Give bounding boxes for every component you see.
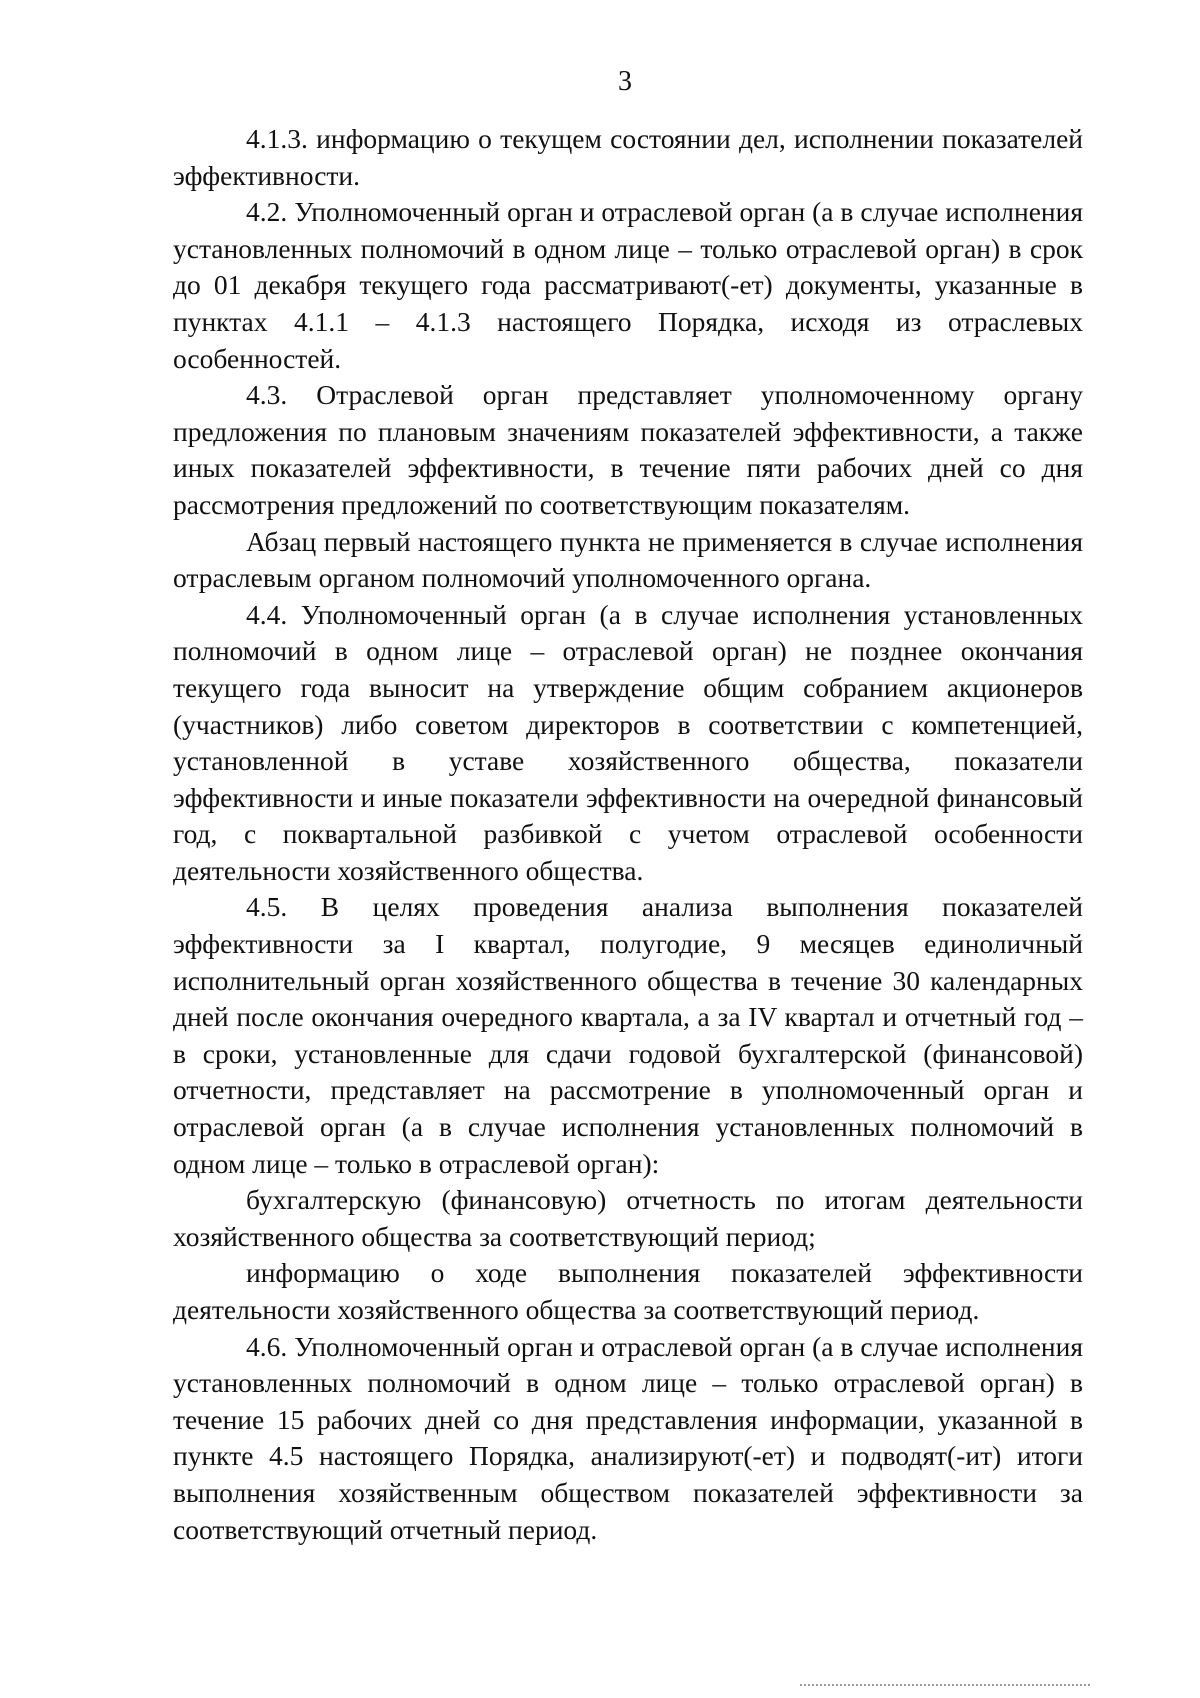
bottom-scan-line xyxy=(800,1684,1090,1686)
paragraph-4-3: 4.3. Отраслевой орган представляет уполномоченному органу предложения по плановым значениям показателей эффективности, а также иных показателей эффективности, в течение пяти рабочих дней со дня рассмотрения предложений по соответствующим показателям. xyxy=(173,379,1083,520)
paragraph-4-3-note: Абзац первый настоящего пункта не применяется в случае исполнения отраслевым органом полномочий уполномоченного органа. xyxy=(173,525,1083,594)
paragraph-4-1-3: 4.1.3. информацию о текущем состоянии дел, исполнении показателей эффективности. xyxy=(173,123,1083,191)
paragraph-4-5-item-reporting: бухгалтерскую (финансовую) отчетность по итогам деятельности хозяйственного общества за соответствующий период; xyxy=(173,1184,1083,1252)
paragraph-4-6: 4.6. Уполномоченный орган и отраслевой орган (а в случае исполнения установленных полномочий в одном лице – только отраслевой орган) в течение 15 рабочих дней со дня представления информации, указанной в пункте 4.5 настоящего Порядка, анализируют(-ет) и подводят(-ит) итоги выполнения хозяйственным обществом показателей эффективности за соответствующий отчетный период. xyxy=(173,1330,1083,1545)
document-body xyxy=(173,121,1083,1548)
paragraph-4-4: 4.4. Уполномоченный орган (а в случае исполнения установленных полномочий в одном лице – отраслевой орган) не позднее окончания текущего года выносит на утверждение общим собранием акционеров (участников) либо советом директоров в соответствии с компетенцией, установленной в уставе хозяйственного общества, показатели эффективности и иные показатели эффективности на очередной финансовый год, с поквартальной разбивкой с учетом отраслевой особенности деятельности хозяйственного общества. xyxy=(173,598,1083,886)
paragraph-4-2: 4.2. Уполномоченный орган и отраслевой орган (а в случае исполнения установленных полномочий в одном лице – только отраслевой орган) в срок до 01 декабря текущего года рассматривают(-ет) документы, указанные в пунктах 4.1.1 – 4.1.3 настоящего Порядка, исходя из отраслевых особенностей. xyxy=(173,196,1083,374)
paragraph-4-5: 4.5. В целях проведения анализа выполнения показателей эффективности за I квартал, полугодие, 9 месяцев единоличный исполнительный орган хозяйственного общества в течение 30 календарных дней после окончания очередного квартала, а за IV квартал и отчетный год – в сроки, установленные для сдачи годовой бухгалтерской (финансовой) отчетности, представляет на рассмотрение в уполномоченный орган и отраслевой орган (а в случае исполнения установленных полномочий в одном лице – только в отраслевой орган): xyxy=(173,891,1083,1179)
page-number: 3 xyxy=(618,66,632,97)
paragraph-4-5-item-information: информацию о ходе выполнения показателей эффективности деятельности хозяйственного общества за соответствующий период. xyxy=(173,1257,1083,1325)
